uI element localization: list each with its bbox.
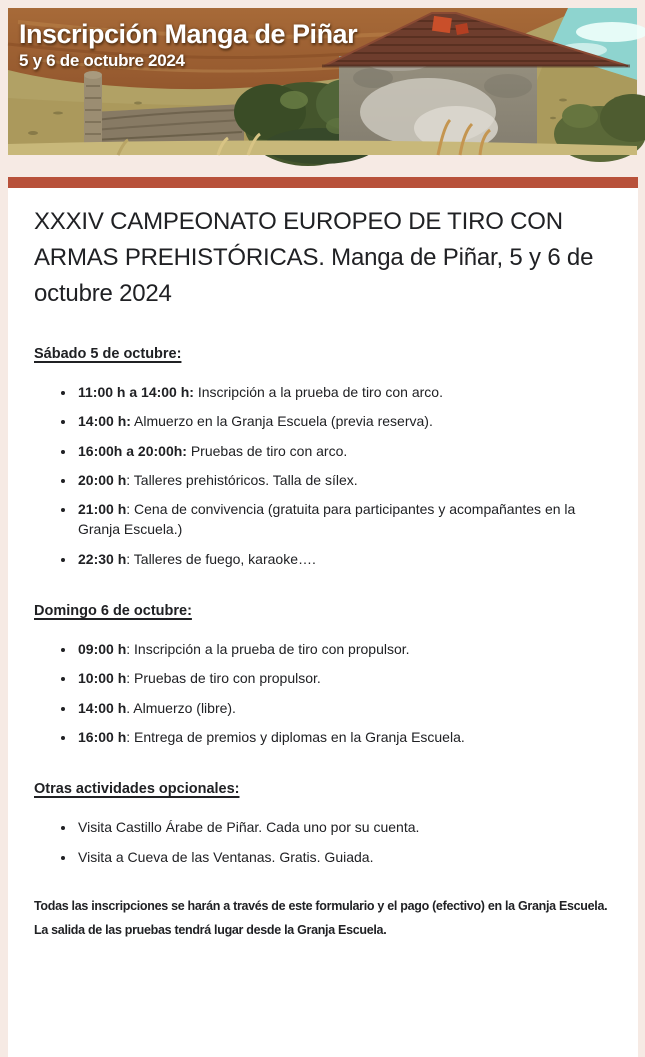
schedule-item xyxy=(76,411,612,431)
schedule-item xyxy=(76,441,612,461)
card-body xyxy=(8,188,638,985)
schedule-text: : Talleres prehistóricos. Talla de sílex. xyxy=(126,471,358,488)
form-title: XXXIV CAMPEONATO EUROPEO DE TIRO CON ARMAS PREHISTÓRICAS. Manga de Piñar, 5 y 6 de octubre 2024 xyxy=(34,208,594,307)
form-header-banner xyxy=(8,8,637,155)
schedule-item xyxy=(76,382,612,402)
schedule-text: : Pruebas de tiro con propulsor. xyxy=(126,670,321,687)
schedule-item xyxy=(76,847,612,867)
schedule-text: Visita Castillo Árabe de Piñar. Cada uno por su cuenta. xyxy=(78,819,420,836)
schedule-item xyxy=(76,549,612,569)
schedule-text: : Talleres de fuego, karaoke…. xyxy=(126,550,316,567)
schedule-item xyxy=(76,727,612,747)
schedule-text: . Almuerzo (libre). xyxy=(126,699,236,716)
schedule-time: 21:00 h xyxy=(78,501,127,518)
schedule-time: 22:30 h xyxy=(78,550,127,567)
schedule-time: 14:00 h: xyxy=(78,413,131,430)
sunday-schedule-list xyxy=(34,639,612,747)
schedule-text: : Inscripción a la prueba de tiro con propulsor. xyxy=(126,641,410,658)
schedule-text: : Cena de convivencia (gratuita para participantes y acompañantes en la Granja Escuela.) xyxy=(78,501,576,538)
section-heading-sunday: Domingo 6 de octubre: xyxy=(34,603,192,620)
page xyxy=(0,8,645,937)
schedule-time: 14:00 h xyxy=(78,699,127,716)
saturday-schedule-list xyxy=(34,382,612,569)
footer-note-line-2: La salida de las pruebas tendrá lugar desde la Granja Escuela. xyxy=(34,922,387,937)
schedule-time: 16:00 h xyxy=(78,728,127,745)
footer-note xyxy=(34,895,612,943)
card-accent-bar xyxy=(8,177,638,188)
section-heading-saturday: Sábado 5 de octubre: xyxy=(34,346,182,362)
form-description-card xyxy=(8,177,638,1057)
stone-building xyxy=(339,56,537,155)
schedule-item xyxy=(76,668,612,688)
schedule-text: Pruebas de tiro con arco. xyxy=(186,442,348,459)
schedule-text: Almuerzo en la Granja Escuela (previa reserva). xyxy=(130,413,433,430)
schedule-text: : Entrega de premios y diplomas en la Granja Escuela. xyxy=(126,728,465,745)
schedule-time: 16:00h a 20:00h: xyxy=(78,442,187,459)
banner-text-overlay xyxy=(19,20,357,71)
footer-note-line-1: Todas las inscripciones se harán a través de este formulario y el pago (efectivo) en la Granja Escuela. xyxy=(34,898,608,913)
schedule-text: Visita a Cueva de las Ventanas. Gratis. Guiada. xyxy=(78,848,374,865)
section-heading-other-activities: Otras actividades opcionales: xyxy=(34,781,240,798)
schedule-time: 11:00 h a 14:00 h: xyxy=(78,384,194,400)
schedule-item xyxy=(76,698,612,718)
schedule-time: 09:00 h xyxy=(78,641,127,658)
schedule-text: Inscripción a la prueba de tiro con arco. xyxy=(193,384,443,400)
banner-subtitle: 5 y 6 de octubre 2024 xyxy=(19,50,185,70)
banner-title: Inscripción Manga de Piñar xyxy=(19,19,358,49)
schedule-item xyxy=(76,817,612,837)
schedule-time: 20:00 h xyxy=(78,471,127,488)
schedule-item xyxy=(76,499,612,540)
schedule-item xyxy=(76,470,612,490)
other-activities-list xyxy=(34,817,612,867)
schedule-time: 10:00 h xyxy=(78,670,127,687)
schedule-item xyxy=(76,639,612,659)
